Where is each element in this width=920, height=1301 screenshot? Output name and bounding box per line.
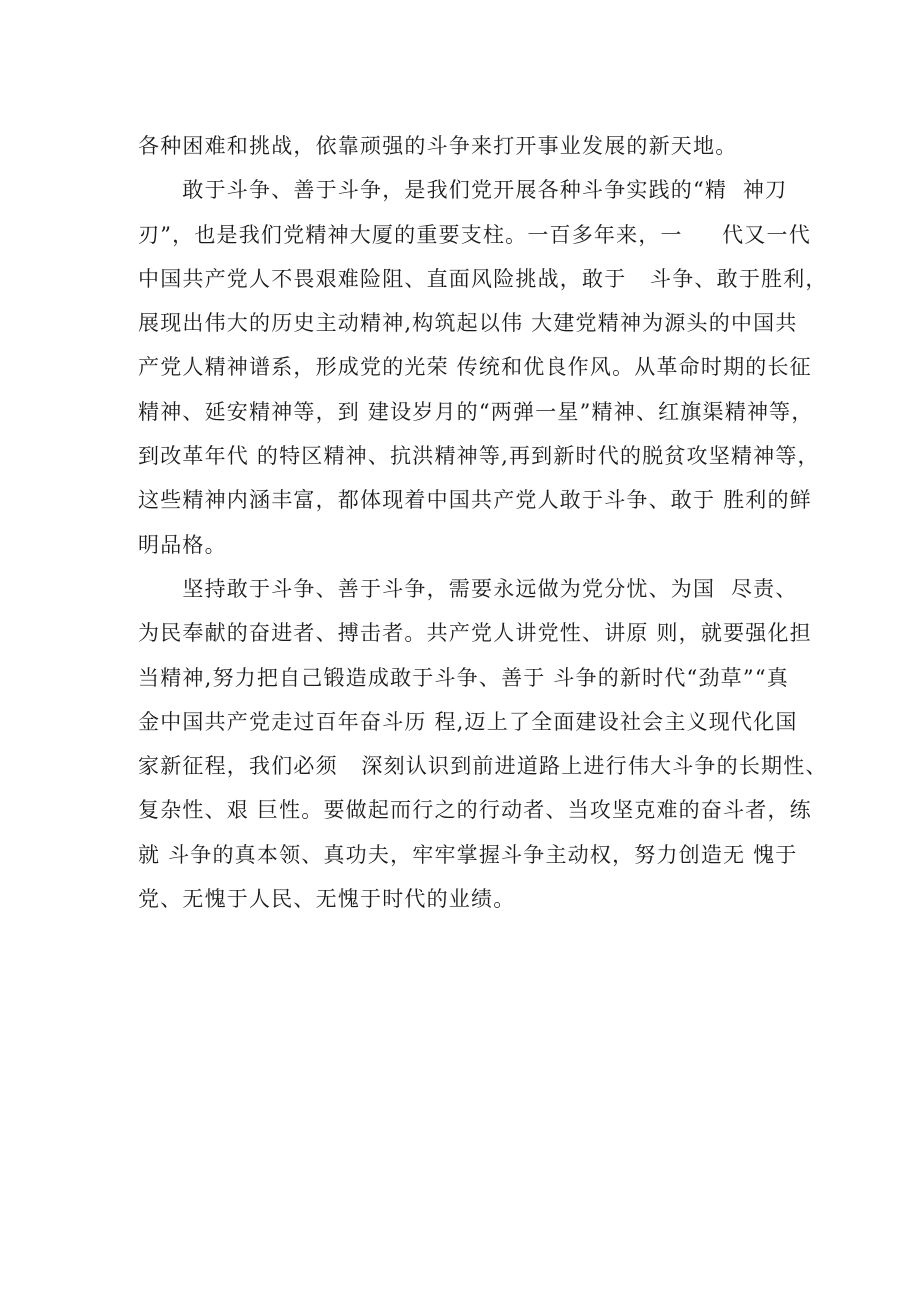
text-line: 党、无愧于人民、无愧于时代的业绩。 [138,887,516,912]
text-line: 坚持敢于斗争、善于斗争，需要永远做为党分忧、为国 尽责、 [138,576,798,601]
text-line: 就 斗争的真本领、真功夫，牢牢掌握斗争主动权，努力创造无 愧于 [138,842,798,867]
text-line: 到改革年代 的特区精神、抗洪精神等,再到新时代的脱贫攻坚精神等， [138,444,820,469]
text-line: 刃”，也是我们党精神大厦的重要支柱。一百多年来，一 代又一代 [138,222,811,247]
text-line: 为民奉献的奋进者、搏击者。共产党人讲党性、讲原 则，就要强化担 [138,621,812,646]
text-line: 敢于斗争、善于斗争，是我们党开展各种斗争实践的“精 神刀 [138,178,788,203]
text-line: 当精神,努力把自己锻造成敢于斗争、善于 斗争的新时代“劲草”“真 [138,665,789,690]
text-line: 各种困难和挑战，依靠顽强的斗争来打开事业发展的新天地。 [138,134,738,158]
text-line: 金中国共产党走过百年奋斗历 程,迈上了全面建设社会主义现代化国 [138,709,798,734]
text-line: 家新征程，我们必须 深刻认识到前进道路上进行伟大斗争的长期性、 [138,754,828,779]
text-line: 展现出伟大的历史主动精神,构筑起以伟 大建党精神为源头的中国共 [138,311,798,336]
text-line: 这些精神内涵丰富，都体现着中国共产党人敢于斗争、敢于 胜利的鲜 [138,488,812,513]
text-line: 中国共产党人不畏艰难险阻、直面风险挑战，敢于 斗争、敢于胜利， [138,266,828,291]
text-line: 明品格。 [138,532,227,557]
text-line: 复杂性、艰 巨性。要做起而行之的行动者、当攻坚克难的奋斗者，练 [138,798,812,823]
body-text [138,124,828,921]
text-line: 产党人精神谱系，形成党的光荣 传统和优良作风。从革命时期的长征 [138,355,812,380]
text-line: 精神、延安精神等，到 建设岁月的“两弹一星”精神、红旗渠精神等， [138,399,814,424]
